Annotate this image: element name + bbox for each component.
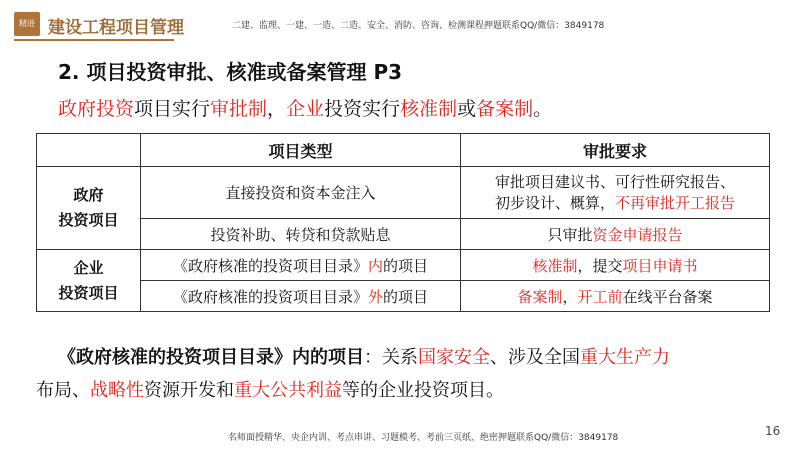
explanation-text: 等的企业投资项目。 [342, 380, 504, 401]
requirement-text: 审批项目建议书、可行性研究报告、 [494, 172, 735, 191]
intro-text: 或 [457, 98, 477, 120]
brand-underline [14, 39, 174, 41]
explanation-highlight: 重大生产力 [580, 347, 670, 368]
category-enterprise [37, 250, 141, 312]
table-row [37, 250, 770, 281]
page-number: 16 [765, 424, 781, 438]
category-label: 投资项目 [58, 283, 119, 302]
type-text: 《政府核准的投资项目目录》 [172, 287, 368, 306]
requirement-text: 在线平台备案 [622, 287, 713, 306]
requirement-text: 只审批 [547, 225, 593, 244]
type-cell [141, 250, 461, 281]
category-label: 企业 [73, 258, 104, 277]
table-header-requirements: 审批要求 [461, 134, 770, 167]
requirement-highlight: 核准制 [532, 256, 578, 275]
intro-enterprise: 企业 [286, 98, 325, 120]
category-label: 政府 [73, 186, 104, 204]
type-highlight: 外 [367, 287, 383, 306]
explanation-text: 资源开发和 [144, 380, 234, 401]
requirement-highlight: 项目申请书 [622, 256, 698, 275]
explanation-text: 布局、 [36, 380, 90, 401]
table-row [37, 167, 770, 219]
requirement-text: 初步设计、概算， [494, 193, 615, 212]
intro-text: 项目实行 [134, 98, 211, 120]
table-header-project-type: 项目类型 [141, 134, 461, 167]
requirement-highlight: 备案制 [517, 287, 563, 306]
requirement-cell [461, 219, 770, 250]
explanation-text: ：关系 [364, 347, 418, 368]
type-cell: 投资补助、转贷和贷款贴息 [141, 219, 461, 250]
intro-text: 投资实行 [324, 98, 401, 120]
table-row [37, 281, 770, 312]
intro-record-system: 备案制 [476, 98, 534, 120]
explanation-highlight: 重大公共利益 [234, 380, 342, 401]
requirement-highlight: 不再审批开工报告 [615, 193, 736, 212]
intro-text: ， [267, 98, 287, 120]
intro-approval-system: 审批制 [210, 98, 268, 120]
type-text: 的项目 [383, 287, 429, 306]
explanation-text: 、涉及全国 [490, 347, 580, 368]
category-label: 投资项目 [58, 211, 119, 229]
intro-text: 。 [533, 98, 553, 120]
brand-badge: 精进 [14, 12, 40, 36]
table-row [37, 219, 770, 250]
requirement-highlight: 资金申请报告 [592, 225, 683, 244]
type-cell: 直接投资和资本金注入 [141, 167, 461, 219]
footer-contact-note: 名师面授精华、央企内训、考点串讲、习题模考、考前三页纸、绝密押题联系QQ/微信：3849178 [228, 433, 619, 443]
intro-verification-system: 核准制 [400, 98, 458, 120]
explanation-line-1 [58, 343, 670, 369]
approval-table [36, 133, 770, 312]
requirement-cell [461, 167, 770, 219]
requirement-highlight: 开工前 [577, 287, 623, 306]
type-highlight: 内 [367, 256, 383, 275]
explanation-line-2 [36, 376, 504, 402]
category-government [37, 167, 141, 250]
intro-sentence [58, 94, 552, 121]
explanation-highlight: 战略性 [90, 380, 144, 401]
header-contact-note: 二建、监理、一建、一造、二造、安全、消防、咨询、检测课程押题联系QQ/微信：3849178 [232, 21, 605, 31]
intro-gov-investment: 政府投资 [58, 98, 135, 120]
explanation-term: 《政府核准的投资项目目录》内的项目 [58, 347, 364, 368]
requirement-text: ，提交 [577, 256, 623, 275]
course-title: 建设工程项目管理 [48, 18, 184, 38]
requirement-cell [461, 281, 770, 312]
top-bar [0, 8, 800, 40]
type-text: 《政府核准的投资项目目录》 [172, 256, 368, 275]
section-heading: 2. 项目投资审批、核准或备案管理 P3 [58, 60, 403, 84]
type-text: 的项目 [383, 256, 429, 275]
type-cell [141, 281, 461, 312]
explanation-highlight: 国家安全 [418, 347, 490, 368]
table-header-blank [37, 134, 141, 167]
requirement-cell [461, 250, 770, 281]
requirement-text: ， [562, 287, 578, 306]
table-header-row [37, 134, 770, 167]
